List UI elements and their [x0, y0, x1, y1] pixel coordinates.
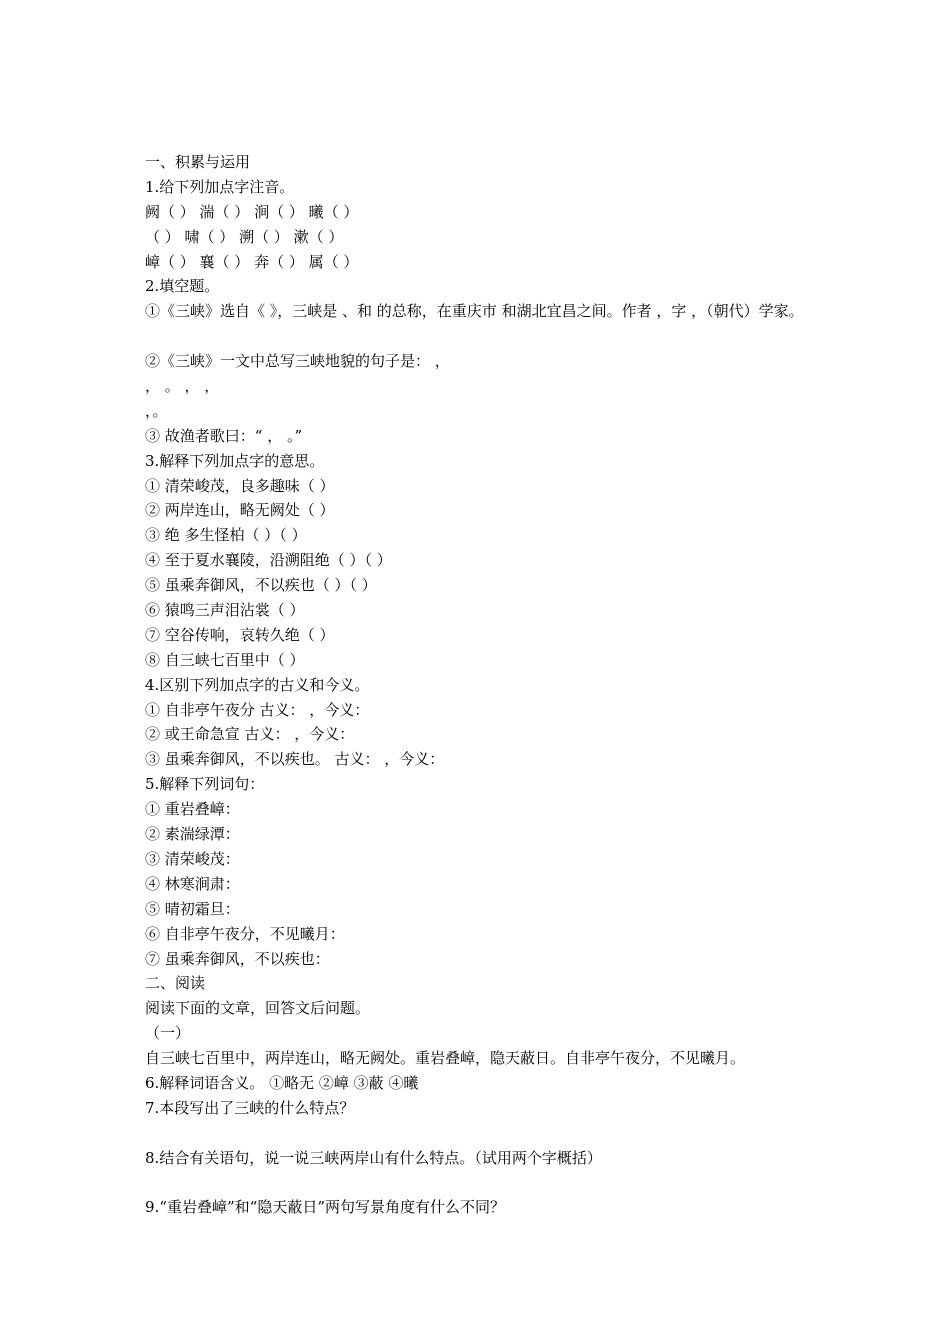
text-line: 阙（ ） 湍（ ） 涧（ ） 曦（ ）: [145, 202, 359, 221]
text-line: ①《三峡》选自《 》，三峡是 、和 的总称，在重庆市 和湖北宜昌之间。作者 ，字 ，（朝代）学家。: [145, 302, 804, 321]
text-line: 3.解释下列加点字的意思。: [145, 451, 325, 470]
text-line: 7.本段写出了三峡的什么特点？: [145, 1098, 355, 1117]
text-line: 自三峡七百里中，两岸连山，略无阙处。重岩叠嶂，隐天蔽日。自非亭午夜分，不见曦月。: [145, 1049, 746, 1068]
blank-line: [145, 324, 925, 349]
blank-line: [145, 1171, 925, 1196]
text-line: ① 清荣峻茂，良多趣味（ ）: [145, 476, 335, 495]
text-line: 5.解释下列词句：: [145, 775, 265, 794]
text-line: ④ 至于夏水襄陵，沿溯阻绝（ ）（ ）: [145, 551, 392, 570]
text-line: ⑥ 猿鸣三声泪沾裳（ ）: [145, 601, 305, 620]
text-line: 6.解释词语含义。 ①略无 ②嶂 ③蔽 ④曦: [145, 1073, 419, 1092]
text-line: ③ 虽乘奔御风，不以疾也。 古义： ，今义：: [145, 750, 445, 769]
text-line: ⑤ 晴初霜旦：: [145, 899, 240, 918]
text-line: ， 。 ， ，: [145, 377, 220, 396]
text-line: 一、积累与运用: [145, 153, 251, 171]
text-line: 4.区别下列加点字的古义和今义。: [145, 675, 370, 694]
text-line: ① 自非亭午夜分 古义： ，今义：: [145, 700, 370, 719]
document-body: [145, 150, 925, 1220]
text-line: 1.给下列加点字注音。: [145, 177, 295, 196]
text-line: 嶂（ ） 襄（ ） 奔（ ） 属（ ）: [145, 252, 359, 271]
text-line: ③ 绝 多生怪柏（ ）（ ）: [145, 526, 307, 545]
text-line: ② 或王命急宣 古义： ，今义：: [145, 725, 355, 744]
text-line: ⑤ 虽乘奔御风，不以疾也（ ）（ ）: [145, 576, 377, 595]
text-line: ⑧ 自三峡七百里中（ ）: [145, 650, 305, 669]
text-line: ③ 清荣峻茂：: [145, 849, 240, 868]
text-line: （ ） 啸（ ） 溯（ ） 漱（ ）: [145, 227, 344, 246]
text-line: 9.“重岩叠嶂”和“隐天蔽日”两句写景角度有什么不同？: [145, 1198, 505, 1217]
text-line: ⑥ 自非亭午夜分，不见曦月：: [145, 924, 345, 943]
text-line: ② 素湍绿潭：: [145, 825, 240, 844]
text-line: ②《三峡》一文中总写三峡地貌的句子是： ，: [145, 352, 450, 371]
text-line: ④ 林寒涧肃：: [145, 874, 240, 893]
text-line: ③ 故渔者歌曰：“ ， 。”: [145, 426, 303, 445]
text-line: 阅读下面的文章，回答文后问题。: [145, 999, 371, 1018]
text-line: ⑦ 虽乘奔御风，不以疾也：: [145, 949, 330, 968]
text-line: ⑦ 空谷传响，哀转久绝（ ）: [145, 625, 335, 644]
text-line: 8.结合有关语句，说一说三峡两岸山有什么特点。（试用两个字概括）: [145, 1148, 602, 1167]
text-line: （一）: [145, 1024, 191, 1043]
text-line: ① 重岩叠嶂：: [145, 800, 240, 819]
blank-line: [145, 1121, 925, 1146]
text-line: ② 两岸连山，略无阙处（ ）: [145, 501, 335, 520]
text-line: 2.填空题。: [145, 277, 220, 296]
text-line: 二、阅读: [145, 974, 206, 993]
text-line: ，。: [145, 401, 168, 420]
